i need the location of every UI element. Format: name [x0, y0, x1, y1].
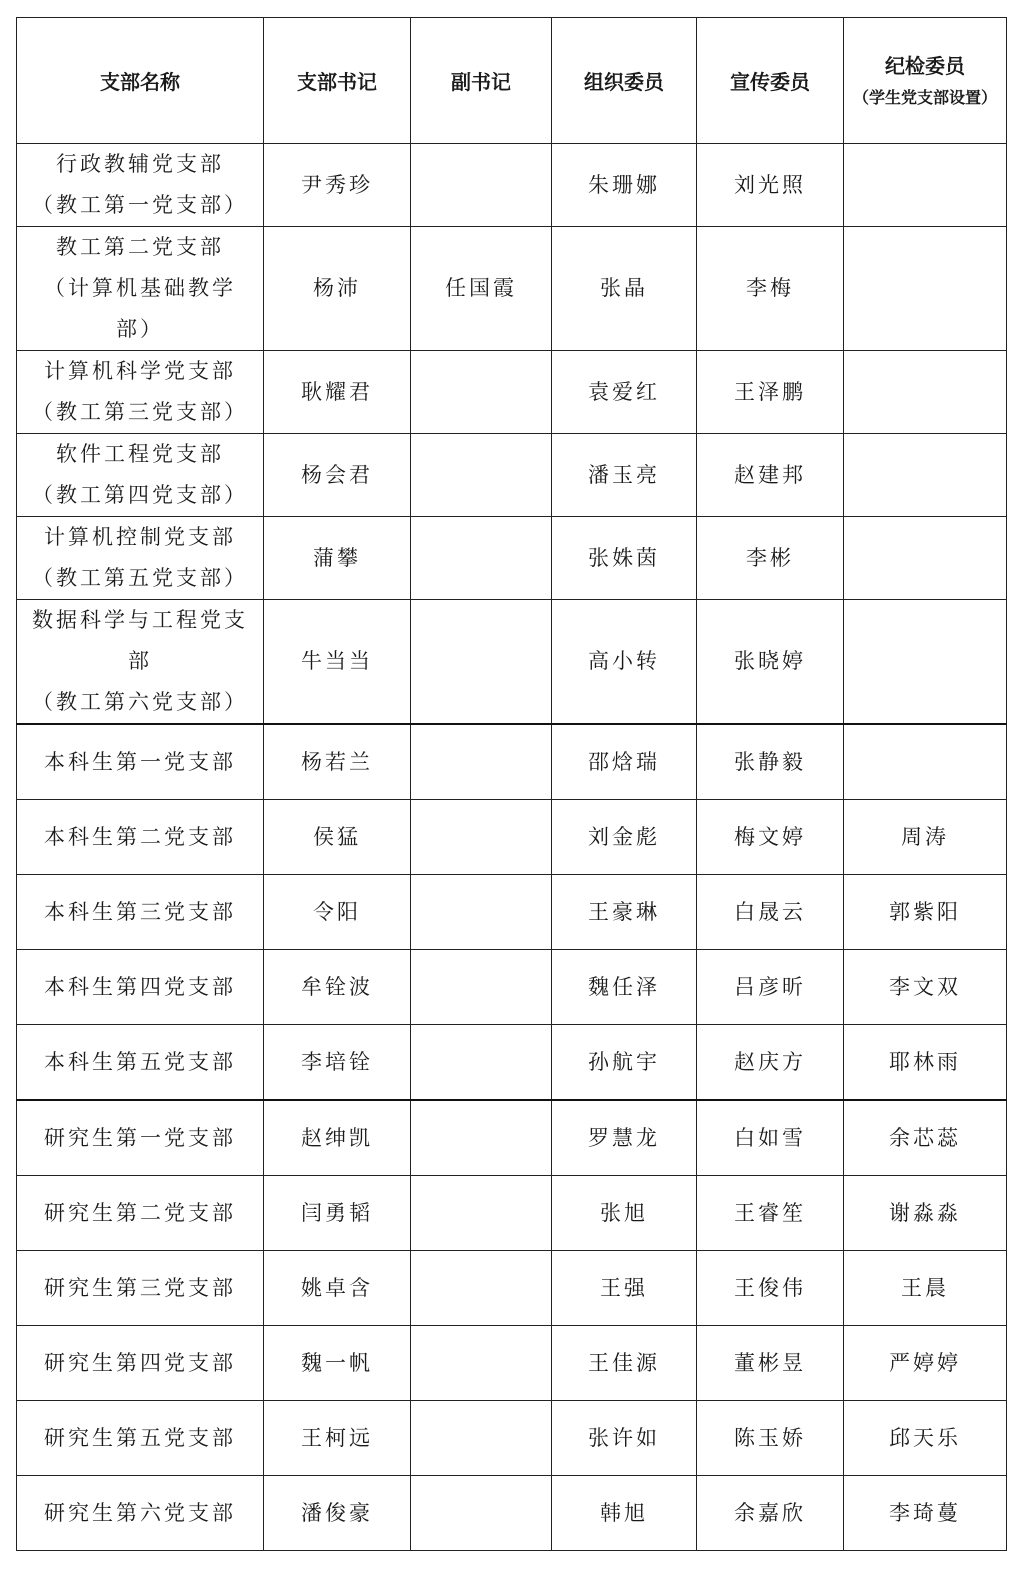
cell-deputy — [411, 434, 552, 517]
cell-discipline: 李琦蔓 — [844, 1476, 1007, 1551]
header-discipline — [844, 18, 1007, 144]
cell-discipline: 王晨 — [844, 1251, 1007, 1326]
cell-publicity: 李梅 — [697, 227, 844, 351]
party-branch-table — [16, 17, 1007, 1551]
header-branch: 支部名称 — [17, 18, 264, 144]
cell-deputy — [411, 1251, 552, 1326]
cell-organization: 王佳源 — [552, 1326, 697, 1401]
cell-deputy — [411, 1176, 552, 1251]
cell-branch: 本科生第三党支部 — [17, 875, 264, 950]
cell-secretary: 杨会君 — [264, 434, 411, 517]
table-row — [17, 724, 1007, 800]
cell-deputy — [411, 1401, 552, 1476]
cell-organization: 罗慧龙 — [552, 1100, 697, 1176]
cell-secretary: 耿耀君 — [264, 351, 411, 434]
cell-deputy — [411, 875, 552, 950]
cell-discipline — [844, 434, 1007, 517]
cell-secretary: 侯猛 — [264, 800, 411, 875]
table-row — [17, 434, 1007, 517]
cell-organization: 王豪琳 — [552, 875, 697, 950]
table-row — [17, 227, 1007, 351]
cell-deputy — [411, 1476, 552, 1551]
cell-publicity: 王睿笙 — [697, 1176, 844, 1251]
cell-branch: 研究生第六党支部 — [17, 1476, 264, 1551]
cell-branch: 研究生第二党支部 — [17, 1176, 264, 1251]
cell-deputy — [411, 1025, 552, 1101]
cell-publicity: 赵庆方 — [697, 1025, 844, 1101]
table-row — [17, 1025, 1007, 1101]
cell-organization: 张姝茵 — [552, 517, 697, 600]
cell-discipline: 严婷婷 — [844, 1326, 1007, 1401]
cell-branch: 软件工程党支部 （教工第四党支部） — [17, 434, 264, 517]
table-body — [17, 144, 1007, 1551]
cell-publicity: 白如雪 — [697, 1100, 844, 1176]
cell-branch: 研究生第三党支部 — [17, 1251, 264, 1326]
cell-discipline — [844, 517, 1007, 600]
cell-deputy — [411, 1326, 552, 1401]
cell-secretary: 李培铨 — [264, 1025, 411, 1101]
table-row — [17, 1326, 1007, 1401]
cell-publicity: 吕彦昕 — [697, 950, 844, 1025]
cell-deputy — [411, 800, 552, 875]
cell-publicity: 刘光照 — [697, 144, 844, 227]
cell-organization: 高小转 — [552, 600, 697, 725]
table-row — [17, 1251, 1007, 1326]
cell-branch: 数据科学与工程党支 部 （教工第六党支部） — [17, 600, 264, 725]
cell-branch: 研究生第五党支部 — [17, 1401, 264, 1476]
cell-publicity: 李彬 — [697, 517, 844, 600]
cell-organization: 张晶 — [552, 227, 697, 351]
header-discipline-sub: （学生党支部设置） — [852, 87, 997, 107]
cell-organization: 刘金彪 — [552, 800, 697, 875]
cell-publicity: 陈玉娇 — [697, 1401, 844, 1476]
cell-publicity: 张晓婷 — [697, 600, 844, 725]
table-row — [17, 1100, 1007, 1176]
cell-deputy — [411, 1100, 552, 1176]
cell-discipline: 郭紫阳 — [844, 875, 1007, 950]
cell-discipline: 周涛 — [844, 800, 1007, 875]
cell-organization: 张许如 — [552, 1401, 697, 1476]
cell-branch: 教工第二党支部 （计算机基础教学 部） — [17, 227, 264, 351]
cell-publicity: 董彬昱 — [697, 1326, 844, 1401]
cell-branch: 本科生第二党支部 — [17, 800, 264, 875]
cell-discipline: 谢淼淼 — [844, 1176, 1007, 1251]
header-publicity: 宣传委员 — [697, 18, 844, 144]
cell-secretary: 杨沛 — [264, 227, 411, 351]
table-row — [17, 351, 1007, 434]
table-row — [17, 1476, 1007, 1551]
cell-secretary: 闫勇韬 — [264, 1176, 411, 1251]
cell-secretary: 王柯远 — [264, 1401, 411, 1476]
cell-discipline — [844, 144, 1007, 227]
cell-discipline: 耶林雨 — [844, 1025, 1007, 1101]
cell-discipline — [844, 600, 1007, 725]
cell-discipline — [844, 351, 1007, 434]
cell-secretary: 牛当当 — [264, 600, 411, 725]
cell-branch: 计算机科学党支部 （教工第三党支部） — [17, 351, 264, 434]
cell-branch: 研究生第四党支部 — [17, 1326, 264, 1401]
table-row — [17, 1176, 1007, 1251]
cell-publicity: 梅文婷 — [697, 800, 844, 875]
cell-publicity: 赵建邦 — [697, 434, 844, 517]
cell-discipline: 余芯蕊 — [844, 1100, 1007, 1176]
table-row — [17, 144, 1007, 227]
table-row — [17, 875, 1007, 950]
cell-publicity: 余嘉欣 — [697, 1476, 844, 1551]
cell-organization: 袁爱红 — [552, 351, 697, 434]
cell-discipline — [844, 227, 1007, 351]
cell-discipline: 李文双 — [844, 950, 1007, 1025]
table-row — [17, 600, 1007, 725]
cell-deputy: 任国霞 — [411, 227, 552, 351]
cell-branch: 行政教辅党支部 （教工第一党支部） — [17, 144, 264, 227]
cell-deputy — [411, 351, 552, 434]
cell-secretary: 尹秀珍 — [264, 144, 411, 227]
cell-publicity: 王俊伟 — [697, 1251, 844, 1326]
cell-discipline — [844, 724, 1007, 800]
cell-secretary: 魏一帆 — [264, 1326, 411, 1401]
cell-secretary: 牟铨波 — [264, 950, 411, 1025]
cell-publicity: 张静毅 — [697, 724, 844, 800]
header-secretary: 支部书记 — [264, 18, 411, 144]
table-row — [17, 517, 1007, 600]
cell-discipline: 邱天乐 — [844, 1401, 1007, 1476]
cell-branch: 计算机控制党支部 （教工第五党支部） — [17, 517, 264, 600]
cell-branch: 本科生第五党支部 — [17, 1025, 264, 1101]
cell-publicity: 白晟云 — [697, 875, 844, 950]
cell-organization: 韩旭 — [552, 1476, 697, 1551]
cell-organization: 张旭 — [552, 1176, 697, 1251]
cell-secretary: 蒲攀 — [264, 517, 411, 600]
cell-organization: 孙航宇 — [552, 1025, 697, 1101]
cell-organization: 朱珊娜 — [552, 144, 697, 227]
cell-branch: 研究生第一党支部 — [17, 1100, 264, 1176]
cell-branch: 本科生第一党支部 — [17, 724, 264, 800]
cell-organization: 潘玉亮 — [552, 434, 697, 517]
table-row — [17, 800, 1007, 875]
cell-secretary: 赵绅凯 — [264, 1100, 411, 1176]
cell-deputy — [411, 950, 552, 1025]
header-organization: 组织委员 — [552, 18, 697, 144]
cell-secretary: 杨若兰 — [264, 724, 411, 800]
cell-deputy — [411, 517, 552, 600]
header-deputy: 副书记 — [411, 18, 552, 144]
cell-organization: 魏任泽 — [552, 950, 697, 1025]
cell-branch: 本科生第四党支部 — [17, 950, 264, 1025]
cell-deputy — [411, 724, 552, 800]
table-row — [17, 1401, 1007, 1476]
header-discipline-main: 纪检委员 — [885, 53, 965, 78]
cell-deputy — [411, 600, 552, 725]
cell-organization: 王强 — [552, 1251, 697, 1326]
cell-organization: 邵焓瑞 — [552, 724, 697, 800]
cell-deputy — [411, 144, 552, 227]
cell-secretary: 潘俊豪 — [264, 1476, 411, 1551]
cell-publicity: 王泽鹏 — [697, 351, 844, 434]
cell-secretary: 令阳 — [264, 875, 411, 950]
cell-secretary: 姚卓含 — [264, 1251, 411, 1326]
table-row — [17, 950, 1007, 1025]
header-row — [17, 18, 1007, 144]
